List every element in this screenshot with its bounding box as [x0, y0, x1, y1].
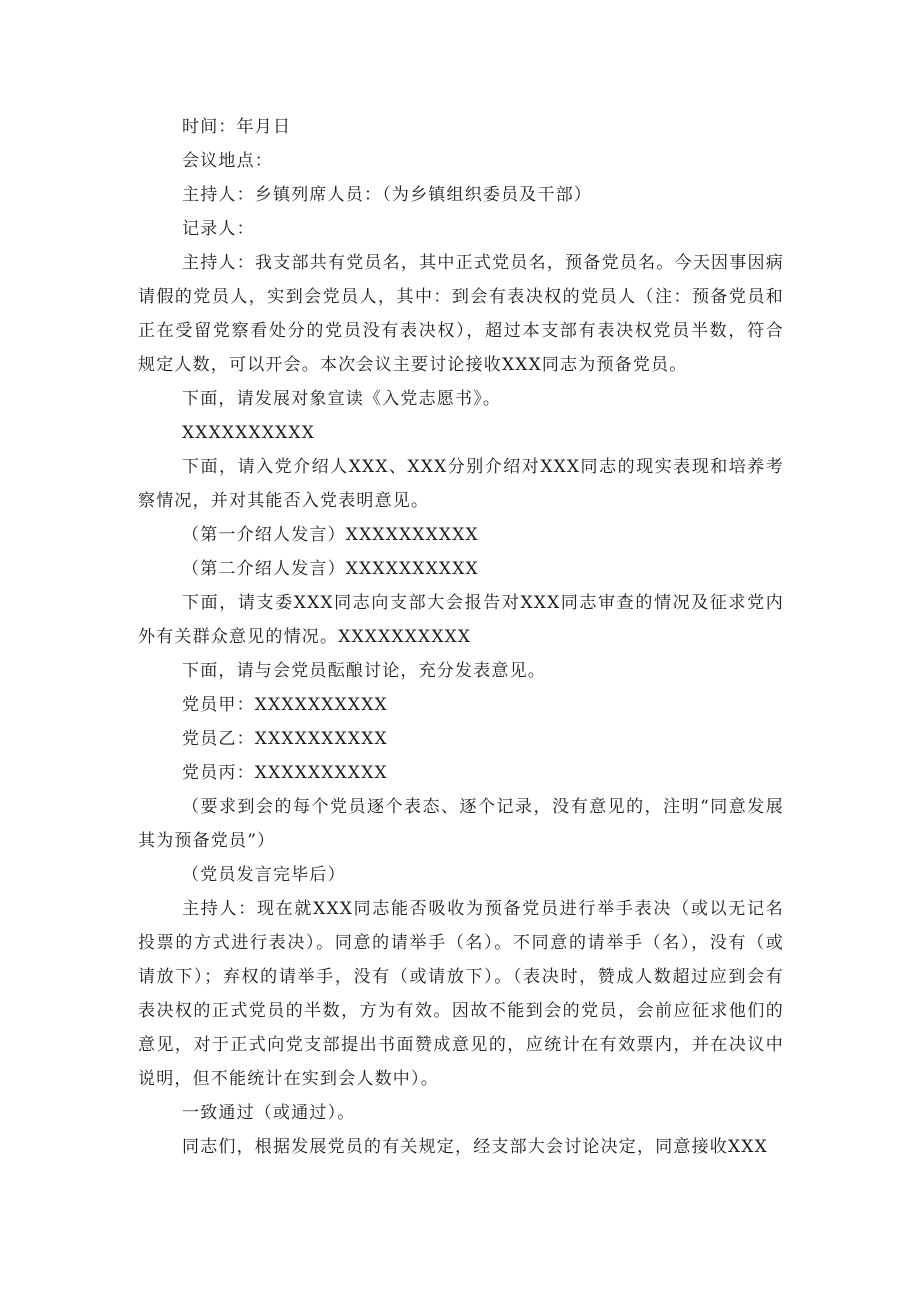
document-body — [138, 110, 784, 1164]
member-a-speech: 党员甲：XXXXXXXXXX — [182, 695, 388, 715]
member-c-speech: 党员丙：XXXXXXXXXX — [182, 763, 388, 783]
meeting-time: 时间：年月日 — [182, 117, 292, 137]
second-introducer-speech: （第二介绍人发言）XXXXXXXXXX — [182, 559, 479, 579]
committee-report-paragraph: 下面，请支委XXX同志向支部大会报告对XXX同志审查的情况及征求党内外有关群众意见的情况。XXXXXXXXXX — [138, 593, 784, 647]
meeting-recorder: 记录人： — [182, 219, 255, 239]
host-opening-paragraph: 主持人：我支部共有党员名，其中正式党员名，预备党员名。今天因事因病请假的党员人，实到会党员人，其中：到会有表决权的党员人（注：预备党员和正在受留党察看处分的党员没有表决权），超过本支部有表决权党员半数，符合规定人数，可以开会。本次会议主要讨论接收XXX同志为预备党员。 — [138, 253, 784, 375]
member-b-speech: 党员乙：XXXXXXXXXX — [182, 729, 388, 749]
meeting-location: 会议地点： — [182, 151, 273, 171]
introducer-paragraph: 下面，请入党介绍人XXX、XXX分别介绍对XXX同志的现实表现和培养考察情况，并对其能否入党表明意见。 — [138, 457, 784, 511]
read-application-paragraph: 下面，请发展对象宣读《入党志愿书》。 — [182, 389, 502, 409]
speeches-finished-note: （党员发言完毕后） — [182, 865, 346, 885]
placeholder-line: XXXXXXXXXX — [182, 423, 316, 443]
voting-paragraph: 主持人：现在就XXX同志能否吸收为预备党员进行举手表决（或以无记名投票的方式进行表决）。同意的请举手（名）。不同意的请举手（名），没有（或请放下）；弃权的请举手，没有（或请放下）。（表决时，赞成人数超过应到会有表决权的正式党员的半数，方为有效。因故不能到会的党员，会前应征求他们的意见，对于正式向党支部提出书面赞成意见的，应统计在有效票内，并在决议中说明，但不能统计在实到会人数中）。 — [138, 899, 784, 1089]
meeting-host-attendees: 主持人：乡镇列席人员：（为乡镇组织委员及干部） — [182, 185, 593, 205]
discussion-paragraph: 下面，请与会党员酝酿讨论，充分发表意见。 — [182, 661, 546, 681]
speech-requirement-note: （要求到会的每个党员逐个表态、逐个记录，没有意见的，注明“同意发展其为预备党员”） — [138, 797, 784, 851]
closing-paragraph: 同志们，根据发展党员的有关规定，经支部大会讨论决定，同意接收XXX — [182, 1137, 768, 1157]
first-introducer-speech: （第一介绍人发言）XXXXXXXXXX — [182, 525, 479, 545]
vote-result: 一致通过（或通过）。 — [182, 1103, 356, 1123]
